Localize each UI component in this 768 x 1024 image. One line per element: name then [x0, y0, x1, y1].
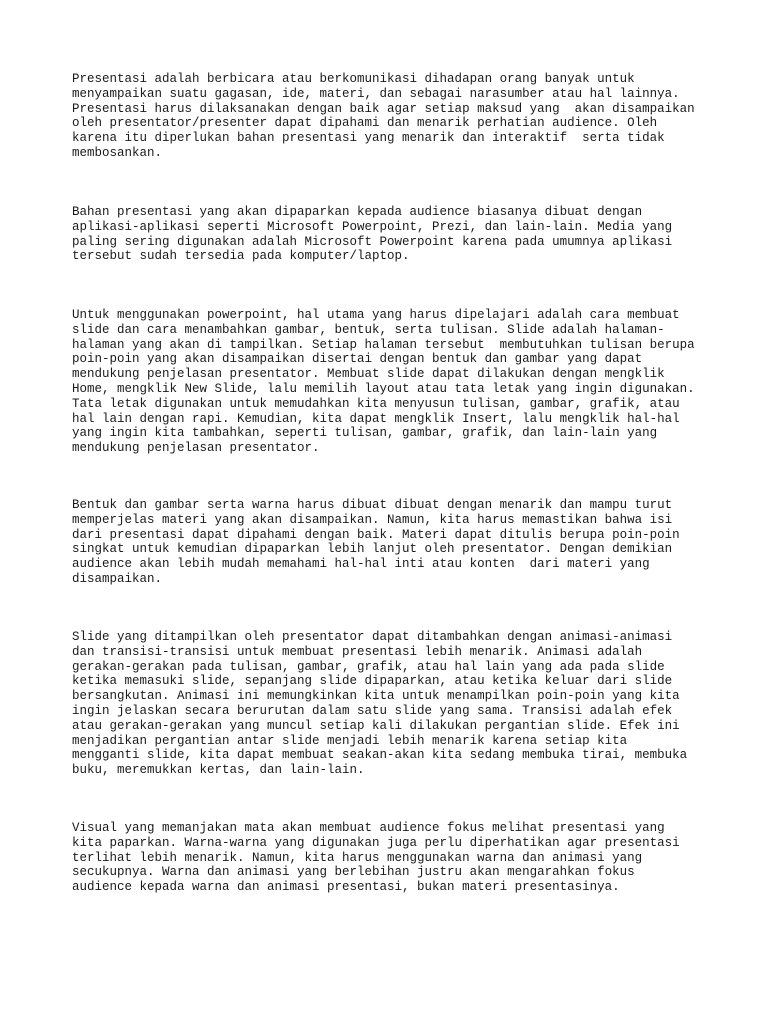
- paragraph-5: Slide yang ditampilkan oleh presentator dapat ditambahkan dengan animasi-animasi dan transisi-transisi untuk membuat presentasi lebih menarik. Animasi adalah gerakan-gerakan pada tulisan, gambar, grafik, atau hal lain yang ada pada slide ketika memasuki slide, sepanjang slide dipaparkan, atau ketika keluar dari slide bersangkutan. Animasi ini memungkinkan kita untuk menampilkan poin-poin yang kita ingin jelaskan secara berurutan dalam satu slide yang sama. Transisi adalah efek atau gerakan-gerakan yang muncul setiap kali dilakukan pergantian slide. Efek ini menjadikan pergantian antar slide menjadi lebih menarik karena setiap kita mengganti slide, kita dapat membuat seakan-akan kita sedang membuka tirai, membuka buku, meremukkan kertas, dan lain-lain.: [72, 630, 688, 778]
- paragraph-3: Untuk menggunakan powerpoint, hal utama yang harus dipelajari adalah cara membuat slide dan cara menambahkan gambar, bentuk, serta tulisan. Slide adalah halaman- halaman yang akan di tampilkan. Setiap halaman tersebut membutuhkan tulisan berupa poin-poin yang akan disampaikan disertai dengan bentuk dan gambar yang dapat mendukung penjelasan presentator. Membuat slide dapat dilakukan dengan mengklik Home, mengklik New Slide, lalu memilih layout atau tata letak yang ingin digunakan. Tata letak digunakan untuk memudahkan kita menyusun tulisan, gambar, grafik, atau hal lain dengan rapi. Kemudian, kita dapat mengklik Insert, lalu mengklik hal-hal yang ingin kita tambahkan, seperti tulisan, gambar, grafik, dan lain-lain yang mendukung penjelasan presentator.: [72, 308, 695, 456]
- paragraph-4: Bentuk dan gambar serta warna harus dibuat dibuat dengan menarik dan mampu turut memperjelas materi yang akan disampaikan. Namun, kita harus memastikan bahwa isi dari presentasi dapat dipahami dengan baik. Materi dapat ditulis berupa poin-poin singkat untuk kemudian dipaparkan lebih lanjut oleh presentator. Dengan demikian audience akan lebih mudah memahami hal-hal inti atau konten dari materi yang disampaikan.: [72, 498, 680, 586]
- paragraph-2: Bahan presentasi yang akan dipaparkan kepada audience biasanya dibuat dengan aplikasi-aplikasi seperti Microsoft Powerpoint, Prezi, dan lain-lain. Media yang paling sering digunakan adalah Microsoft Powerpoint karena pada umumnya aplikasi tersebut sudah tersedia pada komputer/laptop.: [72, 205, 673, 264]
- paragraph-1: Presentasi adalah berbicara atau berkomunikasi dihadapan orang banyak untuk menyampaikan suatu gagasan, ide, materi, dan sebagai narasumber atau hal lainnya. Presentasi harus dilaksanakan dengan baik agar setiap maksud yang akan disampaikan oleh presentator/presenter dapat dipahami dan menarik perhatian audience. Oleh karena itu diperlukan bahan presentasi yang menarik dan interaktif serta tidak membosankan.: [72, 72, 695, 160]
- paragraph-6: Visual yang memanjakan mata akan membuat audience fokus melihat presentasi yang kita paparkan. Warna-warna yang digunakan juga perlu diperhatikan agar presentasi terlihat lebih menarik. Namun, kita harus menggunakan warna dan animasi yang secukupnya. Warna dan animasi yang berlebihan justru akan mengarahkan fokus audience kepada warna dan animasi presentasi, bukan materi presentasinya.: [72, 821, 680, 895]
